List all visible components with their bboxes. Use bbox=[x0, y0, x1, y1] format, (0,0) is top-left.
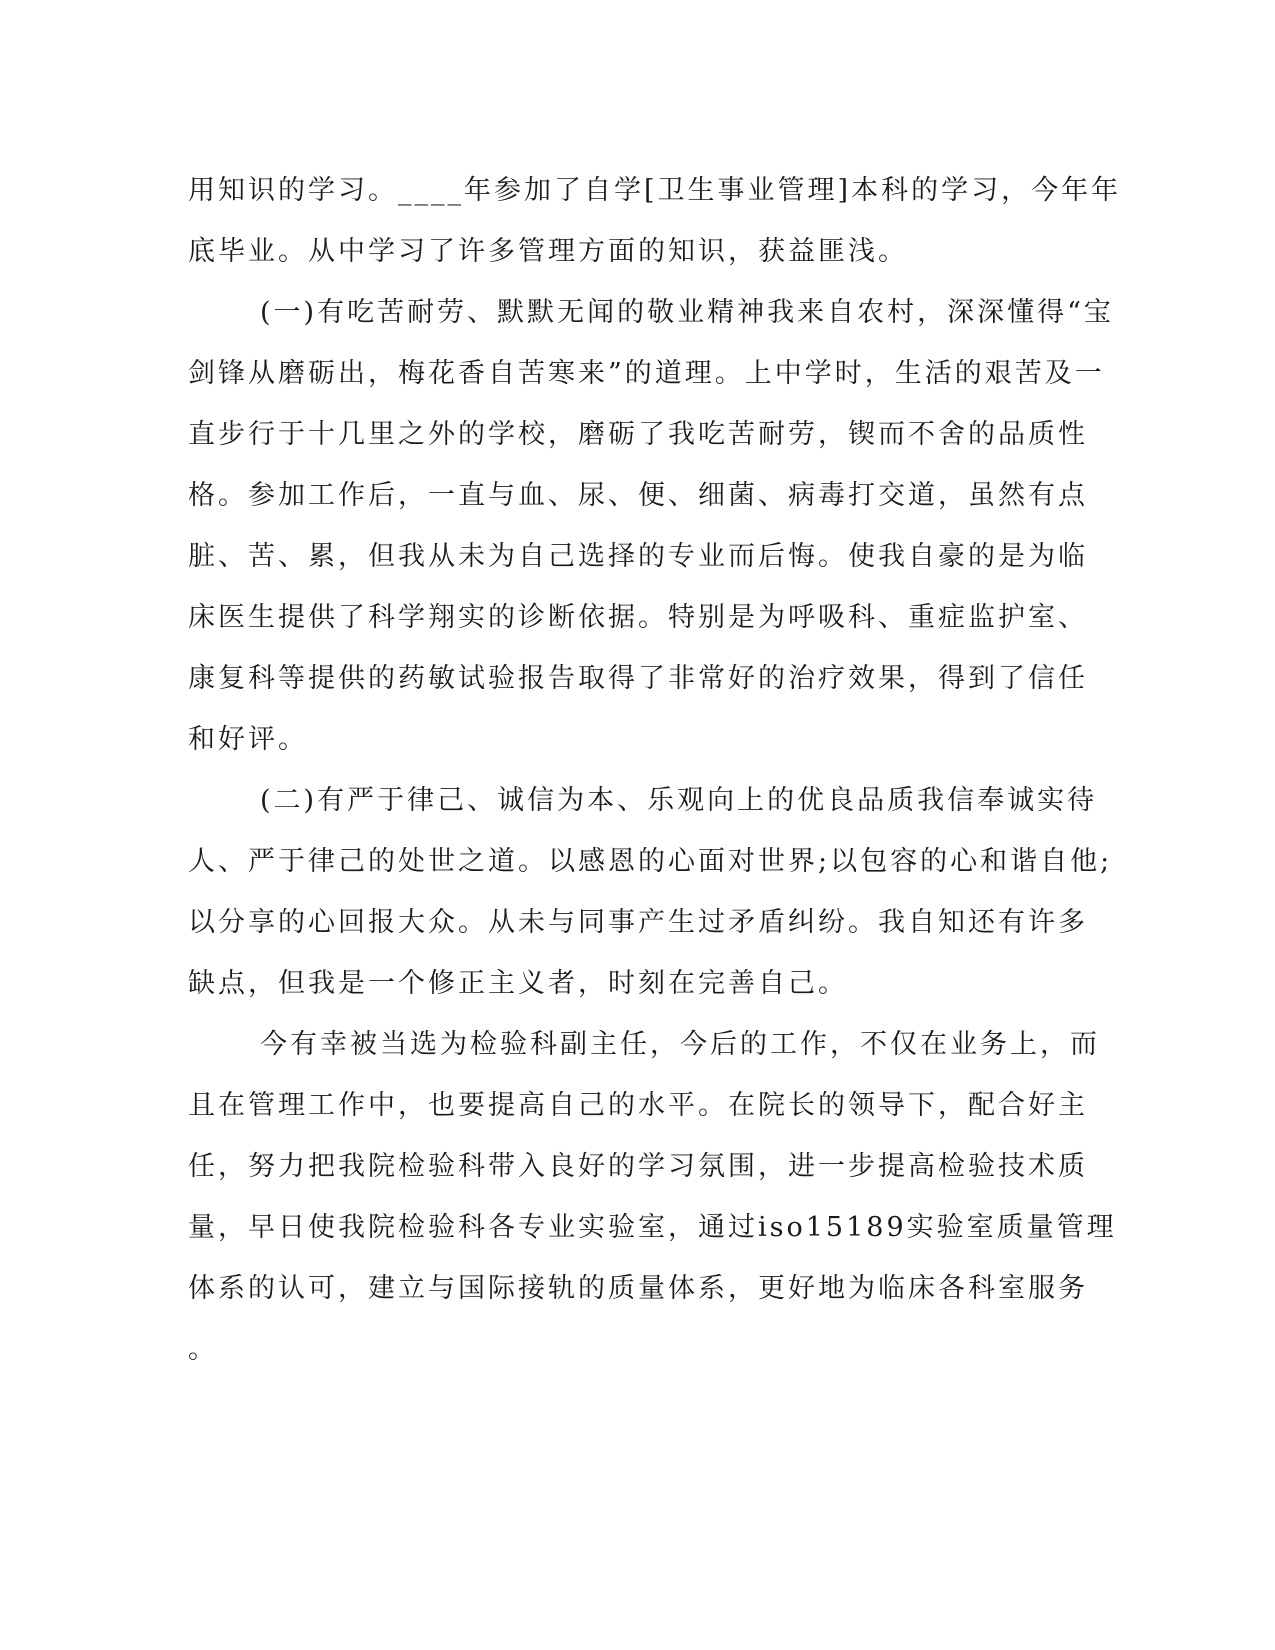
text-line: 任，努力把我院检验科带入良好的学习氛围，进一步提高检验技术质 bbox=[188, 1151, 1088, 1182]
text-line: 和好评。 bbox=[188, 724, 308, 755]
text-line: 体系的认可，建立与国际接轨的质量体系，更好地为临床各科室服务 bbox=[188, 1273, 1088, 1304]
document-body bbox=[188, 160, 1122, 1380]
text-line: 量，早日使我院检验科各专业实验室，通过iso15189实验室质量管理 bbox=[188, 1212, 1117, 1243]
text-line: 以分享的心回报大众。从未与同事产生过矛盾纠纷。我自知还有许多 bbox=[188, 907, 1088, 938]
text-line: 人、严于律己的处世之道。以感恩的心面对世界;以包容的心和谐自他; bbox=[188, 846, 1113, 877]
text-line: 且在管理工作中，也要提高自己的水平。在院长的领导下，配合好主 bbox=[188, 1090, 1088, 1121]
paragraph-start-line: (二)有严于律己、诚信为本、乐观向上的优良品质我信奉诚实待 bbox=[260, 785, 1098, 816]
text-line: 底毕业。从中学习了许多管理方面的知识，获益匪浅。 bbox=[188, 236, 908, 267]
text-line: 脏、苦、累，但我从未为自己选择的专业而后悔。使我自豪的是为临 bbox=[188, 541, 1088, 572]
text-line: 。 bbox=[188, 1334, 218, 1365]
paragraph-start-line: (一)有吃苦耐劳、默默无闻的敬业精神我来自农村，深深懂得“宝 bbox=[260, 297, 1114, 328]
text-line: 用知识的学习。____年参加了自学[卫生事业管理]本科的学习，今年年 bbox=[188, 175, 1122, 206]
paragraph-start-line: 今有幸被当选为检验科副主任，今后的工作，不仅在业务上，而 bbox=[260, 1029, 1100, 1060]
text-line: 缺点，但我是一个修正主义者，时刻在完善自己。 bbox=[188, 968, 848, 999]
text-line: 格。参加工作后，一直与血、尿、便、细菌、病毒打交道，虽然有点 bbox=[188, 480, 1088, 511]
text-line: 直步行于十几里之外的学校，磨砺了我吃苦耐劳，锲而不舍的品质性 bbox=[188, 419, 1088, 450]
text-line: 剑锋从磨砺出，梅花香自苦寒来”的道理。上中学时，生活的艰苦及一 bbox=[188, 358, 1105, 389]
text-line: 床医生提供了科学翔实的诊断依据。特别是为呼吸科、重症监护室、 bbox=[188, 602, 1088, 633]
text-line: 康复科等提供的药敏试验报告取得了非常好的治疗效果，得到了信任 bbox=[188, 663, 1088, 694]
